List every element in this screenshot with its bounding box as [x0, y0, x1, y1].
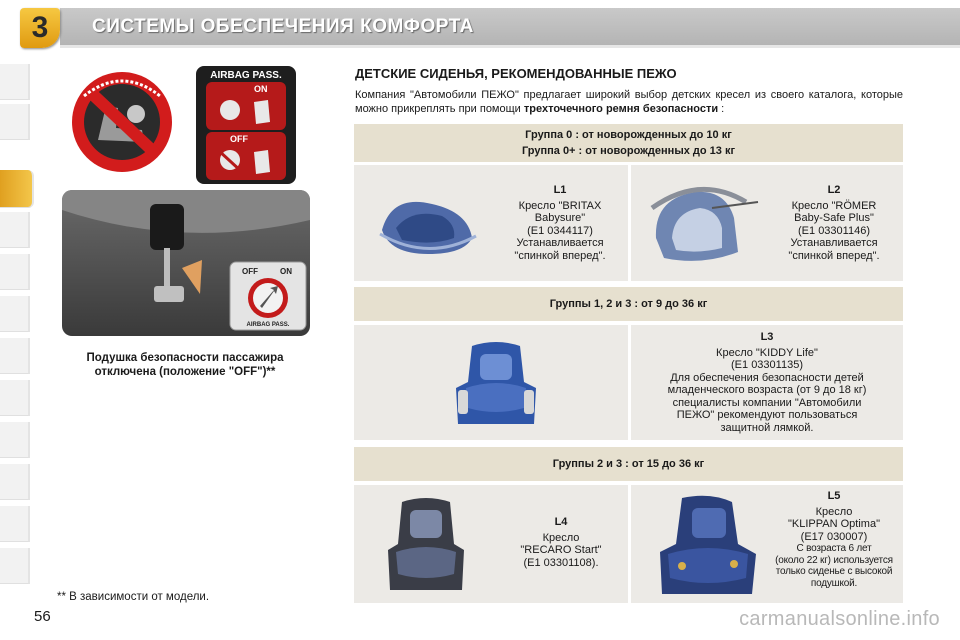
- seat-l1-line-3: (E1 0344117): [527, 224, 593, 237]
- airbag-off-caption: Подушка безопасности пассажира отключена (положение "OFF")**: [86, 352, 284, 378]
- seat-l2-line-2: Baby-Safe Plus": [794, 212, 874, 224]
- seat-code-l3: L3: [760, 331, 774, 343]
- seat-l1-line-2: Babysure": [534, 212, 586, 224]
- seat-l3-line-7: защитной лямкой.: [720, 421, 814, 434]
- seat-l5-line-6: только сиденье с высокой: [775, 566, 893, 577]
- seat-l1-line-4: Устанавливается: [516, 237, 604, 249]
- recaro-start-seat-image: [384, 496, 468, 596]
- seat-text-l4: [496, 516, 626, 569]
- seat-l3-line-5: специалисты компании "Автомобили: [672, 396, 862, 409]
- intro-bold: трехточечного ремня безопасности: [523, 103, 719, 115]
- intro-paragraph: [355, 88, 903, 116]
- intro-text: Компания "Автомобили ПЕЖО" предлагает широкий выбор детских кресел из своего каталога, которые можно прикреплять при помощи: [355, 89, 903, 115]
- group-0-line1: Группа 0 : от новорожденных до 10 кг: [525, 129, 732, 141]
- seat-l1-line-5: "спинкой вперед".: [514, 249, 606, 262]
- switch-panel-label: AIRBAG PASS.: [246, 322, 290, 328]
- seat-code-l5: L5: [827, 490, 841, 502]
- switch-on-label: ON: [280, 267, 292, 276]
- seat-l1-line-1: Кресло "BRITAX: [518, 199, 602, 212]
- seat-l4-line-3: (E1 03301108).: [523, 556, 599, 569]
- airbag-key-switch-image: [62, 190, 310, 336]
- seat-l3-line-1: Кресло "KIDDY Life": [716, 346, 818, 359]
- page-number: 56: [34, 608, 51, 625]
- seat-l2-line-3: (E1 03301146): [798, 224, 870, 237]
- chapter-badge[interactable]: 3: [20, 8, 60, 48]
- chapter-tab-8[interactable]: [0, 380, 30, 416]
- airbag-panel-label: AIRBAG PASS.: [210, 70, 282, 81]
- group-123-header: Группы 1, 2 и 3 : от 9 до 36 кг: [354, 287, 903, 321]
- seat-text-l3: [640, 331, 894, 434]
- seat-code-l2: L2: [827, 184, 841, 196]
- chapter-tab-1[interactable]: [0, 64, 30, 100]
- seat-l5-line-4: С возраста 6 лет: [796, 543, 872, 554]
- romer-baby-safe-seat-image: [642, 178, 760, 274]
- page-title: СИСТЕМЫ ОБЕСПЕЧЕНИЯ КОМФОРТА: [92, 16, 474, 37]
- seat-l5-line-1: Кресло: [815, 505, 853, 518]
- seat-l4-line-2: "RECARO Start": [520, 544, 602, 556]
- airbag-off-label: OFF: [230, 134, 248, 144]
- seat-code-l4: L4: [554, 516, 568, 528]
- group-0-line2: Группа 0+ : от новорожденных до 13 кг: [521, 145, 736, 157]
- seat-l3-line-2: (E1 03301135): [731, 359, 803, 371]
- chapter-tab-11[interactable]: [0, 506, 30, 542]
- seat-l2-line-1: Кресло "RÖMER: [791, 199, 877, 212]
- seat-text-l1: [494, 184, 626, 262]
- seat-l5-line-3: (E17 030007): [800, 530, 868, 543]
- britax-babysure-seat-image: [372, 184, 484, 264]
- chapter-tab-3-active[interactable]: [0, 170, 34, 208]
- rear-facing-seat-prohibited-icon: [58, 68, 186, 176]
- chapter-tab-4[interactable]: [0, 212, 30, 248]
- klippan-optima-seat-image: [652, 494, 764, 598]
- header: [0, 0, 960, 64]
- footnote: ** В зависимости от модели.: [57, 591, 210, 603]
- group-23-header: Группы 2 и 3 : от 15 до 36 кг: [354, 447, 903, 481]
- seat-l5-line-5: (около 22 кг) используется: [775, 554, 893, 566]
- seat-l5-line-7: подушкой.: [810, 577, 858, 589]
- seat-l5-line-2: "KLIPPAN Optima": [788, 518, 880, 530]
- kiddy-life-seat-image: [450, 338, 542, 430]
- chapter-tab-12[interactable]: [0, 548, 30, 584]
- seat-text-l2: [768, 184, 900, 262]
- seat-text-l5: [766, 490, 902, 589]
- seat-l2-line-4: Устанавливается: [790, 237, 878, 249]
- switch-off-label: OFF: [242, 267, 258, 276]
- section-heading: ДЕТСКИЕ СИДЕНЬЯ, РЕКОМЕНДОВАННЫЕ ПЕЖО: [355, 66, 677, 81]
- intro-end: :: [718, 103, 725, 115]
- seat-code-l1: L1: [553, 184, 567, 196]
- chapter-tab-5[interactable]: [0, 254, 30, 290]
- chapter-tab-10[interactable]: [0, 464, 30, 500]
- airbag-on-label: ON: [254, 84, 268, 94]
- chapter-tab-9[interactable]: [0, 422, 30, 458]
- watermark: carmanualsonline.info: [739, 608, 940, 630]
- seat-l3-line-3: Для обеспечения безопасности детей: [670, 371, 864, 384]
- group-0-header: [354, 124, 903, 162]
- chapter-tab-7[interactable]: [0, 338, 30, 374]
- seat-l3-line-4: младенческого возраста (от 9 до 18 кг): [667, 384, 867, 396]
- chapter-tab-6[interactable]: [0, 296, 30, 332]
- seat-l4-line-1: Кресло: [542, 531, 580, 544]
- seat-l2-line-5: "спинкой вперед".: [788, 249, 880, 262]
- seat-l3-line-6: ПЕЖО" рекомендуют пользоваться: [676, 409, 858, 421]
- chapter-tab-2[interactable]: [0, 104, 30, 140]
- chapter-tabs: [0, 64, 34, 574]
- airbag-indicator-panel: [196, 66, 296, 184]
